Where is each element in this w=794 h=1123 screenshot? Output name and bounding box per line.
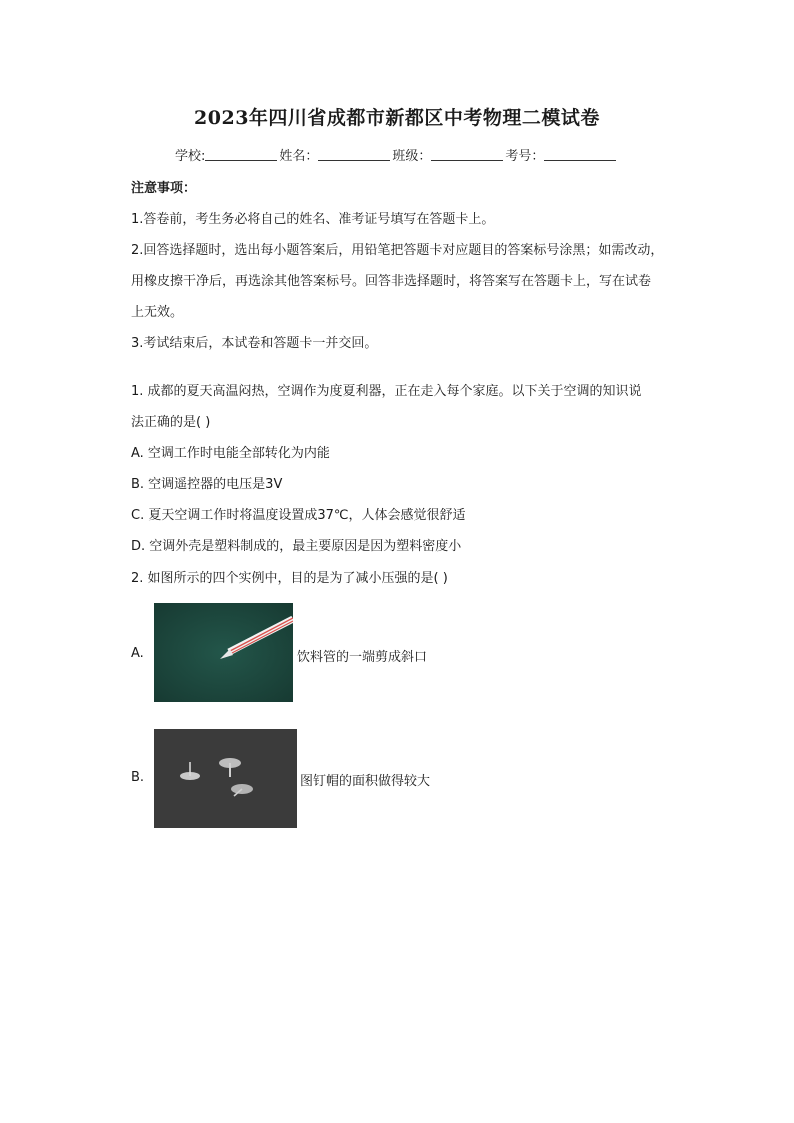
- thumbtack-photo-icon: [154, 729, 297, 828]
- question-1-option-a: A. 空调工作时电能全部转化为内能: [131, 446, 330, 461]
- notice-item: 3.考试结束后，本试卷和答题卡一并交回。: [131, 336, 378, 351]
- question-2-option-a-caption: 饮料管的一端剪成斜口: [297, 650, 428, 665]
- name-blank[interactable]: [318, 148, 390, 161]
- notice-item: 2.回答选择题时，选出每小题答案后，用铅笔把答题卡对应题目的答案标号涂黑；如需改动，: [131, 243, 664, 258]
- question-2-option-b-caption: 图钉帽的面积做得较大: [300, 774, 431, 789]
- question-1-option-b: B. 空调遥控器的电压是3V: [131, 477, 283, 492]
- school-blank[interactable]: [205, 148, 277, 161]
- notice-item: 1.答卷前，考生务必将自己的姓名、准考证号填写在答题卡上。: [131, 212, 495, 227]
- class-blank[interactable]: [431, 148, 503, 161]
- notice-item: 上无效。: [131, 305, 184, 320]
- number-blank[interactable]: [544, 148, 616, 161]
- student-info-row: [175, 145, 618, 164]
- class-label: 班级：: [392, 149, 432, 164]
- question-1-stem: 1. 成都的夏天高温闷热，空调作为度夏利器，正在走入每个家庭。以下关于空调的知识说: [131, 384, 642, 399]
- question-1-stem: 法正确的是( ): [131, 415, 211, 430]
- number-label: 考号：: [505, 149, 545, 164]
- notice-heading: 注意事项：: [131, 181, 197, 196]
- question-1-option-c: C. 夏天空调工作时将温度设置成37℃，人体会感觉很舒适: [131, 508, 466, 523]
- school-label: 学校:: [175, 149, 206, 164]
- straw-photo-icon: [154, 603, 293, 702]
- name-label: 姓名：: [279, 149, 319, 164]
- question-2-stem: 2. 如图所示的四个实例中，目的是为了减小压强的是( ): [131, 571, 448, 586]
- exam-title: 2023年四川省成都市新都区中考物理二模试卷: [194, 107, 600, 129]
- question-2-option-b-letter: B.: [131, 770, 145, 785]
- notice-item: 用橡皮擦干净后，再选涂其他答案标号。回答非选择题时，将答案写在答题卡上，写在试卷: [131, 274, 652, 289]
- question-2-option-a-letter: A.: [131, 646, 144, 661]
- question-1-option-d: D. 空调外壳是塑料制成的，最主要原因是因为塑料密度小: [131, 539, 462, 554]
